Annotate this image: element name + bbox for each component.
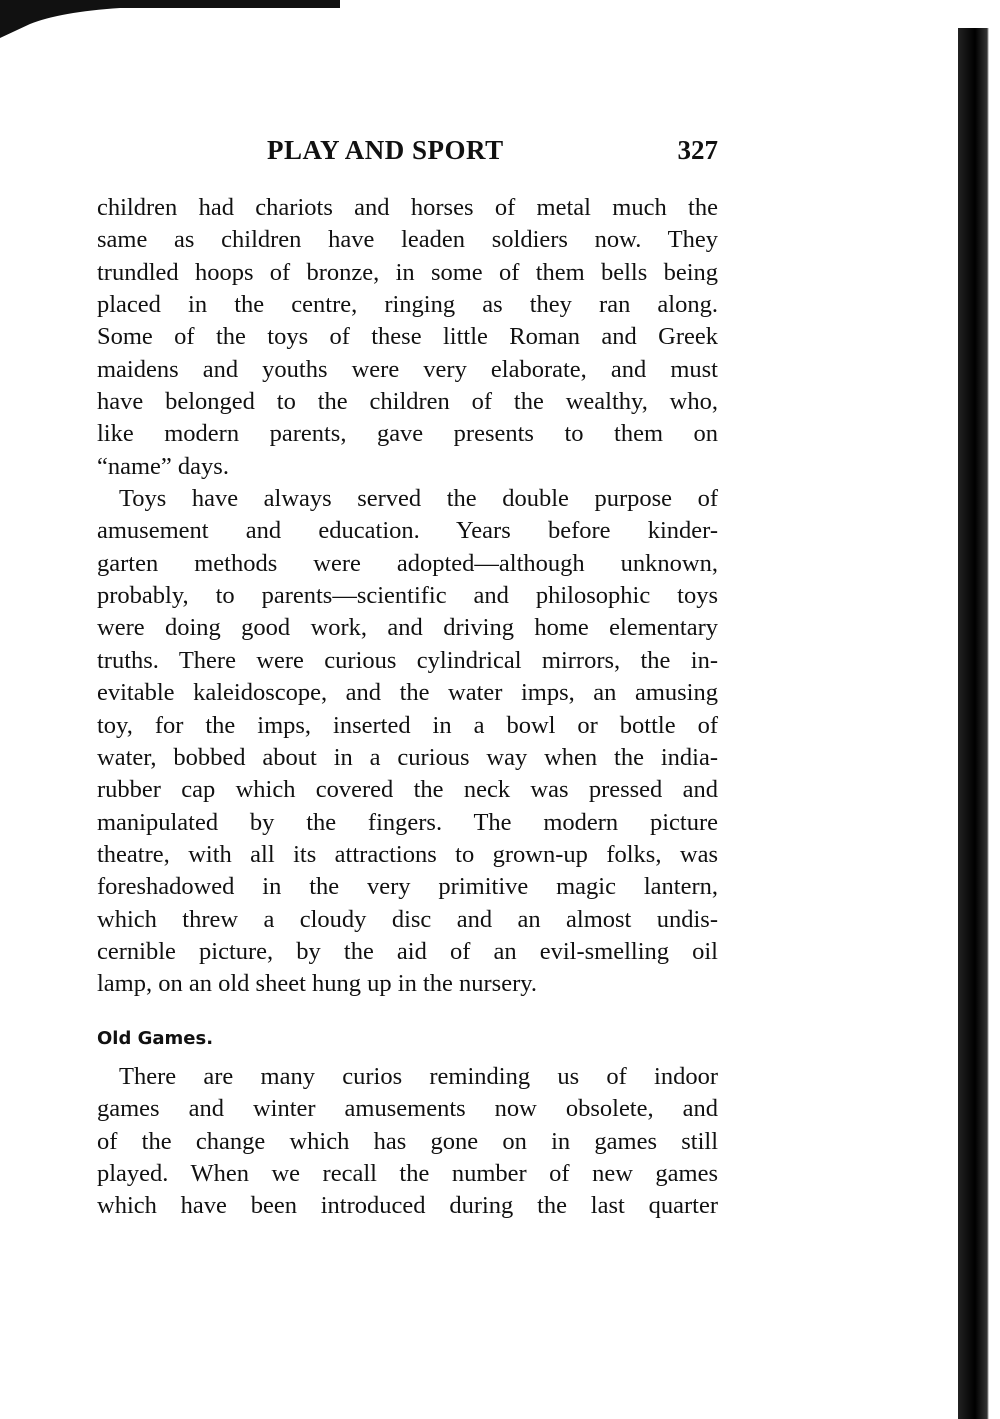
- body-text: [97, 192, 718, 1001]
- text-line: of the change which has gone on in games still: [97, 1127, 718, 1155]
- text-line: trundled hoops of bronze, in some of them bells being: [97, 258, 718, 286]
- scan-edge-shadow: [0, 0, 340, 40]
- text-line: truths. There were curious cylindrical mirrors, the in-: [97, 646, 718, 674]
- text-line: cernible picture, by the aid of an evil-smelling oil: [97, 937, 718, 965]
- text-line: children had chariots and horses of metal much the: [97, 194, 718, 221]
- text-line: Some of the toys of these little Roman and Greek: [97, 323, 718, 351]
- text-line: maidens and youths were very elaborate, and must: [97, 355, 718, 383]
- text-line: like modern parents, gave presents to them on: [97, 420, 718, 448]
- text-line: played. When we recall the number of new games: [97, 1160, 718, 1188]
- text-line: garten methods were adopted—although unknown,: [97, 549, 718, 577]
- text-line: “name” days.: [97, 452, 229, 480]
- section-heading: Old Games.: [97, 1028, 214, 1049]
- text-line: water, bobbed about in a curious way when the india-: [97, 743, 718, 771]
- text-line: have belonged to the children of the wealthy, who,: [97, 388, 718, 416]
- scan-binding-edge: [955, 28, 995, 1419]
- text-line: which have been introduced during the last quarter: [97, 1192, 718, 1220]
- text-line: same as children have leaden soldiers now. They: [97, 226, 718, 254]
- paragraph: [97, 192, 718, 483]
- text-line: amusement and education. Years before kinder-: [97, 517, 718, 545]
- page-number: 327: [677, 135, 718, 165]
- text-line: manipulated by the fingers. The modern picture: [97, 808, 718, 836]
- section-body-text: [97, 1061, 718, 1223]
- text-line: foreshadowed in the very primitive magic lantern,: [97, 873, 718, 901]
- paragraph: [97, 483, 718, 1001]
- running-head: [97, 135, 718, 169]
- running-head-title: PLAY AND SPORT: [267, 135, 504, 165]
- text-line: placed in the centre, ringing as they ran along.: [97, 291, 718, 319]
- text-line: were doing good work, and driving home elementary: [97, 614, 718, 642]
- text-line: theatre, with all its attractions to grown-up folks, was: [97, 840, 718, 868]
- text-line: games and winter amusements now obsolete, and: [97, 1095, 718, 1123]
- text-line: evitable kaleidoscope, and the water imps, an amusing: [97, 679, 718, 707]
- text-line: rubber cap which covered the neck was pressed and: [97, 776, 718, 804]
- text-line: which threw a cloudy disc and an almost undis-: [97, 905, 718, 933]
- text-line: Toys have always served the double purpose of: [119, 485, 718, 513]
- text-line: There are many curios reminding us of indoor: [119, 1063, 718, 1090]
- text-line: toy, for the imps, inserted in a bowl or bottle of: [97, 711, 718, 739]
- text-line: probably, to parents—scientific and philosophic toys: [97, 582, 718, 610]
- text-line: lamp, on an old sheet hung up in the nursery.: [97, 970, 538, 998]
